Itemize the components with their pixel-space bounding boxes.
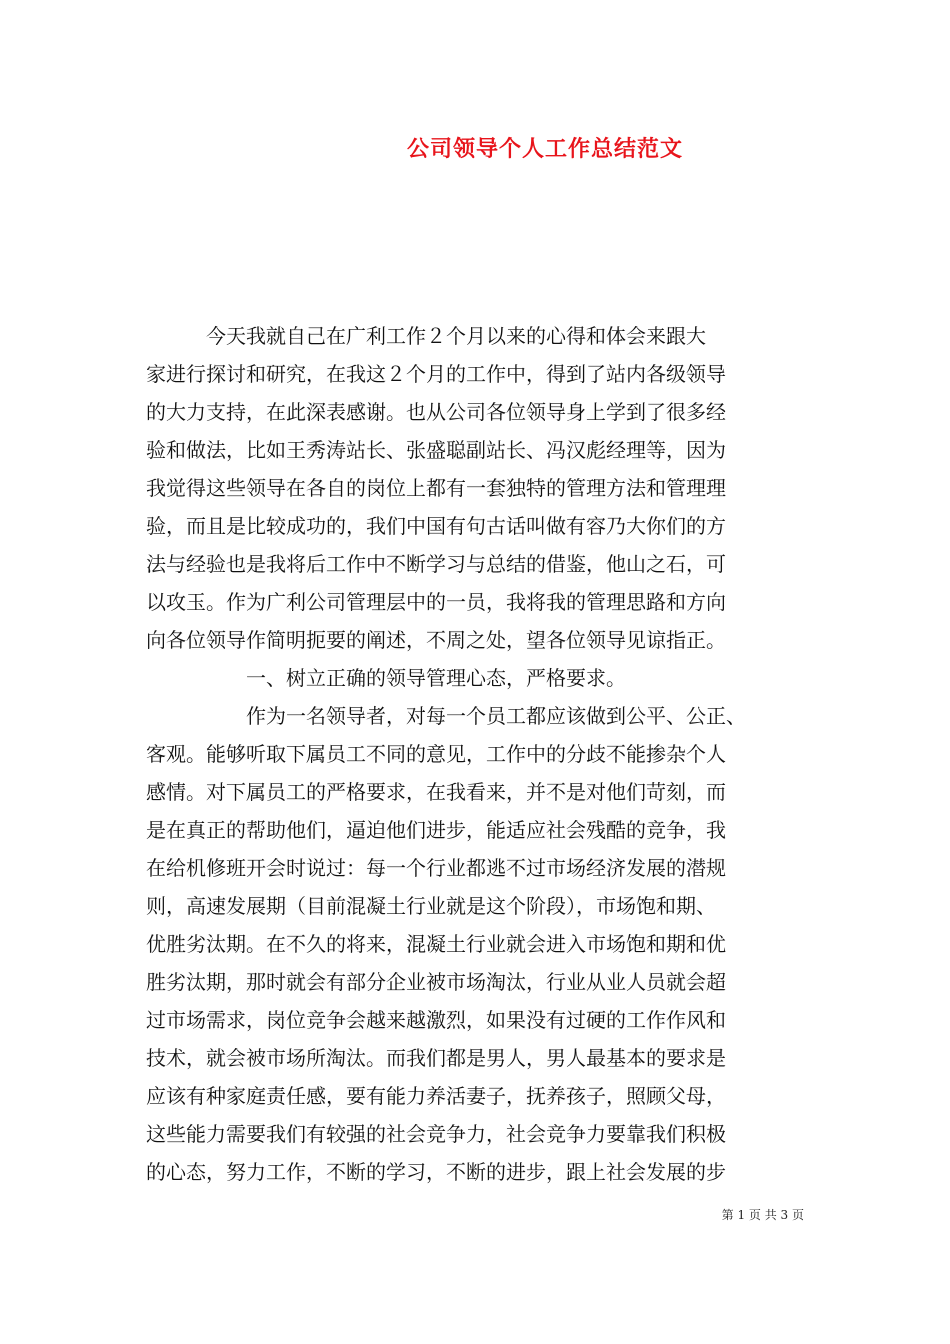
body-line-22: 这些能力需要我们有较强的社会竞争力，社会竞争力要靠我们积极 xyxy=(146,1122,726,1146)
body-line-3: 的大力支持，在此深表感谢。也从公司各位领导身上学到了很多经 xyxy=(146,400,726,424)
body-line-17: 优胜劣汰期。在不久的将来，混凝土行业就会进入市场饱和期和优 xyxy=(146,932,726,956)
body-line-9: 向各位领导作简明扼要的阐述，不周之处，望各位领导见谅指正。 xyxy=(146,628,726,652)
body-line-4: 验和做法，比如王秀涛站长、张盛聪副站长、冯汉彪经理等，因为 xyxy=(146,438,726,462)
body-line-5: 我觉得这些领导在各自的岗位上都有一套独特的管理方法和管理理 xyxy=(146,476,726,500)
body-line-14: 是在真正的帮助他们，逼迫他们进步，能适应社会残酷的竞争，我 xyxy=(146,818,726,842)
body-line-2: 家进行探讨和研究，在我这２个月的工作中，得到了站内各级领导 xyxy=(146,362,726,386)
page-number-footer: 第 1 页 共 3 页 xyxy=(721,1208,804,1222)
body-line-21: 应该有种家庭责任感，要有能力养活妻子，抚养孩子，照顾父母， xyxy=(146,1084,726,1108)
body-line-20: 技术，就会被市场所淘汰。而我们都是男人，男人最基本的要求是 xyxy=(146,1046,726,1070)
body-line-13: 感情。对下属员工的严格要求，在我看来，并不是对他们苛刻，而 xyxy=(146,780,726,804)
body-line-12: 客观。能够听取下属员工不同的意见，工作中的分歧不能掺杂个人 xyxy=(146,742,726,766)
body-line-23: 的心态，努力工作，不断的学习，不断的进步，跟上社会发展的步 xyxy=(146,1160,726,1184)
document-title: 公司领导个人工作总结范文 xyxy=(406,136,683,162)
body-line-7: 法与经验也是我将后工作中不断学习与总结的借鉴，他山之石，可 xyxy=(146,552,726,576)
section-heading-1: 一、树立正确的领导管理心态，严格要求。 xyxy=(246,666,626,690)
body-line-8: 以攻玉。作为广利公司管理层中的一员，我将我的管理思路和方向 xyxy=(146,590,726,614)
body-line-19: 过市场需求，岗位竞争会越来越激烈，如果没有过硬的工作作风和 xyxy=(146,1008,726,1032)
body-line-18: 胜劣汰期，那时就会有部分企业被市场淘汰，行业从业人员就会超 xyxy=(146,970,726,994)
body-line-11: 作为一名领导者，对每一个员工都应该做到公平、公正、 xyxy=(246,704,746,728)
body-line-6: 验，而且是比较成功的，我们中国有句古话叫做有容乃大你们的方 xyxy=(146,514,726,538)
body-line-1: 今天我就自己在广利工作２个月以来的心得和体会来跟大 xyxy=(206,324,706,348)
body-line-15: 在给机修班开会时说过：每一个行业都逃不过市场经济发展的潜规 xyxy=(146,856,726,880)
body-line-16: 则，高速发展期（目前混凝土行业就是这个阶段），市场饱和期、 xyxy=(146,894,716,918)
